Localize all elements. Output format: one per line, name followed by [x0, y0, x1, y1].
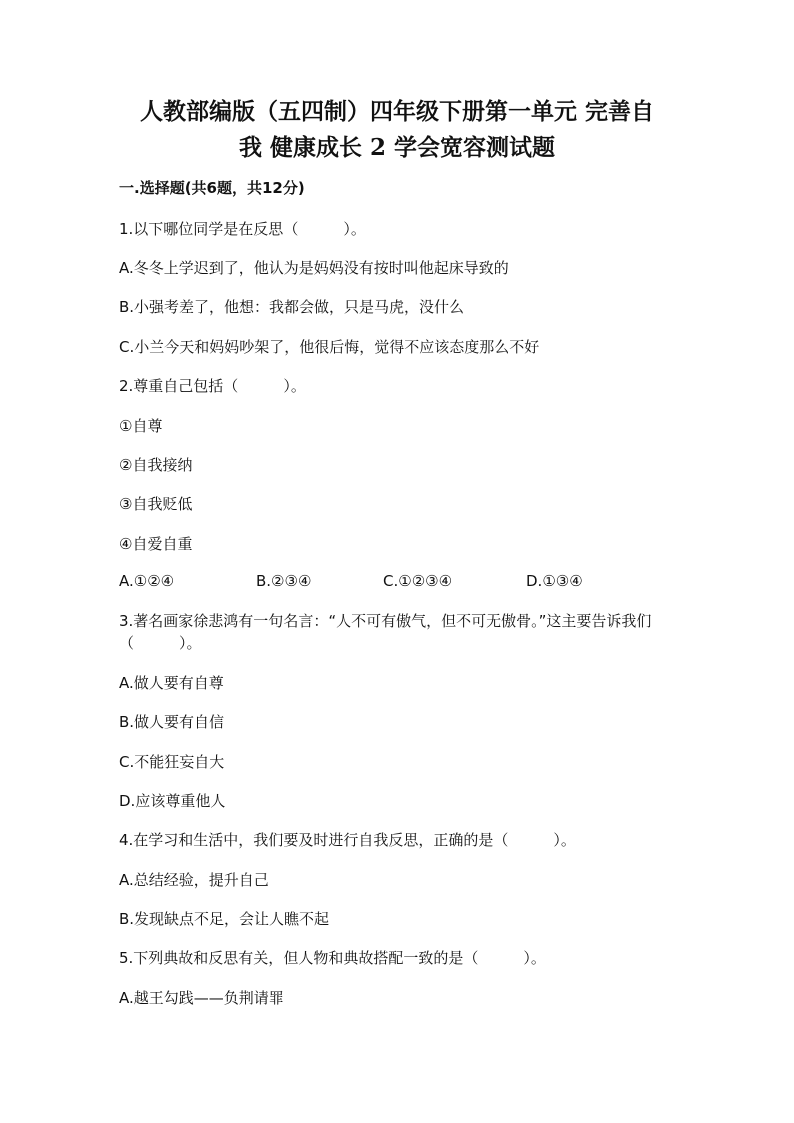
question-2-item-1: ①自尊 — [119, 417, 163, 435]
question-1-stem: 1.以下哪位同学是在反思（ ）。 — [119, 220, 366, 238]
question-4-stem: 4.在学习和生活中，我们要及时进行自我反思，正确的是（ ）。 — [119, 831, 576, 849]
question-3-option-b: B.做人要有自信 — [119, 713, 225, 731]
title-line-2: 我 健康成长 2 学会宽容测试题 — [238, 134, 556, 161]
question-3-stem: 3.著名画家徐悲鸿有一句名言：“人不可有傲气，但不可无傲骨。”这主要告诉我们（ ）。 — [119, 612, 652, 652]
question-2-item-4: ④自爱自重 — [119, 535, 193, 553]
title-line-1: 人教部编版（五四制）四年级下册第一单元 完善自 — [139, 98, 654, 125]
question-3-option-a: A.做人要有自尊 — [119, 674, 224, 692]
question-2-option-a: A.①②④ — [119, 572, 175, 590]
question-2-stem: 2.尊重自己包括（ ）。 — [119, 377, 306, 395]
question-5-stem: 5.下列典故和反思有关，但人物和典故搭配一致的是（ ）。 — [119, 949, 546, 967]
question-5-option-a: A.越王勾践——负荆请罪 — [119, 989, 284, 1007]
question-2-option-c: C.①②③④ — [383, 572, 453, 590]
question-4-option-b: B.发现缺点不足，会让人瞧不起 — [119, 910, 330, 928]
question-4-option-a: A.总结经验，提升自己 — [119, 871, 269, 889]
question-1-option-c: C.小兰今天和妈妈吵架了，他很后悔，觉得不应该态度那么不好 — [119, 338, 540, 356]
question-2-item-2: ②自我接纳 — [119, 456, 193, 474]
question-3-option-c: C.不能狂妄自大 — [119, 753, 225, 771]
document-title — [110, 94, 684, 166]
question-1-option-b: B.小强考差了，他想：我都会做，只是马虎，没什么 — [119, 298, 465, 316]
question-2-option-b: B.②③④ — [256, 572, 312, 590]
section-heading: 一.选择题(共6题，共12分) — [119, 179, 305, 197]
question-2-option-d: D.①③④ — [526, 572, 583, 590]
question-1-option-a: A.冬冬上学迟到了，他认为是妈妈没有按时叫他起床导致的 — [119, 259, 509, 277]
question-3-option-d: D.应该尊重他人 — [119, 792, 226, 810]
question-2-item-3: ③自我贬低 — [119, 495, 193, 513]
